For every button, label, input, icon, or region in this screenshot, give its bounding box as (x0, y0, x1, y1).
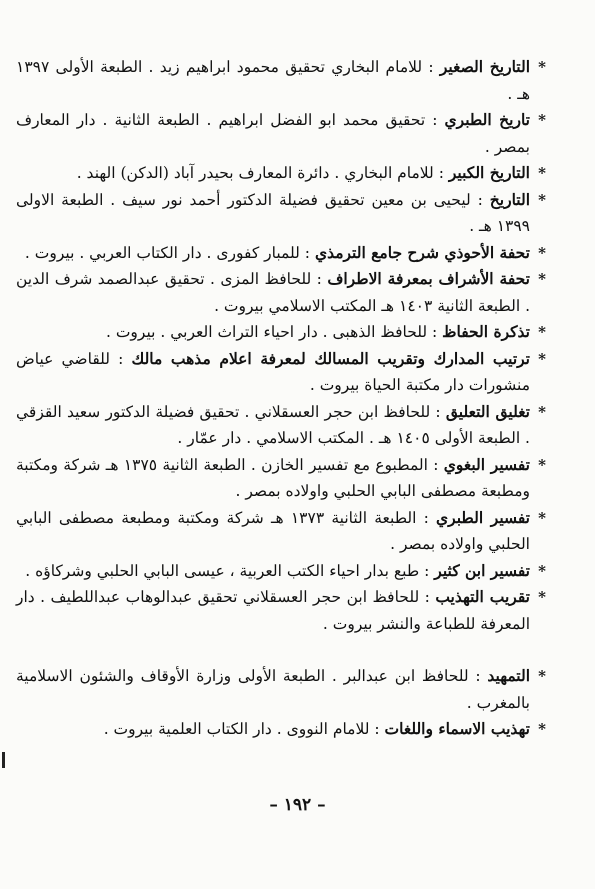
bullet-icon: * (538, 508, 546, 527)
entry-title: تحفة الأحوذي شرح جامع الترمذي (314, 242, 530, 262)
entry-text: : للمبار كفورى . دار الكتاب العربي . بيروت . (24, 243, 315, 262)
entry-text: : للحافظ الذهبى . دار احياء التراث العربي . بيروت . (105, 323, 443, 341)
entry-title: تفسير الطبري (436, 507, 530, 527)
entry-text: : للامام النووى . دار الكتاب العلمية بيروت . (103, 720, 385, 738)
bibliography-entry (16, 505, 544, 558)
bibliography-entry (16, 107, 544, 160)
bibliography-entry (16, 187, 544, 240)
entry-title: تقريب التهذيب (435, 587, 530, 606)
bibliography-entry (16, 399, 544, 452)
entry-title: تحفة الأشراف بمعرفة الاطراف (327, 269, 530, 288)
entry-title: التاريخ الصغير (439, 57, 531, 76)
bibliography-list (16, 54, 544, 743)
scan-edge-mark (2, 752, 5, 768)
bibliography-entry (16, 558, 544, 585)
bullet-icon: * (538, 111, 546, 129)
bibliography-entry (16, 584, 544, 637)
entry-title: ترتيب المدارك وتقريب المسالك لمعرفة اعلام مذهب مالك (131, 348, 530, 368)
bullet-icon: * (538, 243, 546, 262)
page-number: – ١٩٢ – (269, 795, 326, 815)
entry-text: : طبع بدار احياء الكتب العربية ، عيسى البابي الحلبي وشركاؤه . (25, 561, 435, 580)
entry-text: : للحافظ ابن حجر العسقلاني تحقيق عبدالوهاب عبداللطيف . دار المعرفة للطباعة والنشر بيروت . (16, 588, 530, 633)
entry-title: تفسير ابن كثير (434, 560, 530, 580)
entry-text: : تحقيق محمد ابو الفضل ابراهيم . الطبعة الثانية . دار المعارف بمصر . (16, 111, 530, 156)
bullet-icon: * (538, 402, 546, 421)
entry-text: : للامام البخاري تحقيق محمود ابراهيم زيد . الطبعة الأولى ١٣٩٧ هـ . (16, 58, 530, 103)
bibliography-entry (16, 716, 544, 743)
bullet-icon: * (538, 667, 546, 685)
entry-text: : المطبوع مع تفسير الخازن . الطبعة الثانية ١٣٧٥ هـ شركة ومكتبة ومطبعة مصطفى البابي الحلبي واولاده بمصر . (16, 455, 530, 500)
entry-text: : للامام البخاري . دائرة المعارف بحيدر آباد (الدكن) الهند . (76, 164, 449, 182)
entry-title: تهذيب الاسماء واللغات (384, 719, 530, 738)
bullet-icon: * (538, 190, 546, 209)
bibliography-entry (16, 266, 544, 319)
entry-text: : للحافظ المزى . تحقيق عبدالصمد شرف الدين . الطبعة الثانية ١٤٠٣ هـ المكتب الاسلامي بيروت . (16, 270, 530, 315)
entry-text: : للقاضي عياض منشورات دار مكتبة الحياة بيروت . (16, 349, 530, 394)
bullet-icon: * (538, 561, 546, 580)
entry-title: تذكرة الحفاظ (442, 322, 530, 341)
entry-title: تغليق التعليق (445, 401, 531, 421)
bibliography-entry (16, 452, 544, 505)
entry-text: : للحافظ ابن حجر العسقلاني . تحقيق فضيلة الدكتور سعيد القزقي . الطبعة الأولى ١٤٠٥ هـ . المكتب الاسلامي . دار عمّار . (16, 402, 530, 447)
bullet-icon: * (538, 164, 546, 182)
entry-title: التاريخ (489, 189, 530, 209)
bullet-icon: * (538, 720, 546, 738)
bullet-icon: * (538, 58, 546, 76)
bibliography-entry (16, 54, 544, 107)
section-gap (16, 637, 544, 663)
bibliography-entry (16, 240, 544, 267)
entry-title: تاريخ الطبري (444, 110, 530, 129)
bullet-icon: * (538, 349, 546, 368)
entry-text: : ليحيى بن معين تحقيق فضيلة الدكتور أحمد نور سيف . الطبعة الاولى ١٣٩٩ هـ . (16, 190, 530, 235)
bullet-icon: * (538, 270, 546, 288)
bibliography-entry (16, 346, 544, 399)
bibliography-entry (16, 663, 544, 716)
entry-text: : الطبعة الثانية ١٣٧٣ هـ شركة ومكتبة ومطبعة مصطفى البابي الحلبي واولاده بمصر . (16, 508, 530, 553)
entry-title: التاريخ الكبير (448, 163, 530, 182)
entry-title: تفسير البغوي (443, 454, 530, 474)
bibliography-entry (16, 160, 544, 187)
bullet-icon: * (538, 455, 546, 474)
entry-title: التمهيد (487, 666, 530, 685)
entry-text: : للحافظ ابن عبدالبر . الطبعة الأولى وزارة الأوقاف والشئون الاسلامية بالمغرب . (16, 667, 530, 712)
bullet-icon: * (538, 323, 546, 341)
bibliography-entry (16, 319, 544, 346)
bullet-icon: * (538, 588, 546, 606)
